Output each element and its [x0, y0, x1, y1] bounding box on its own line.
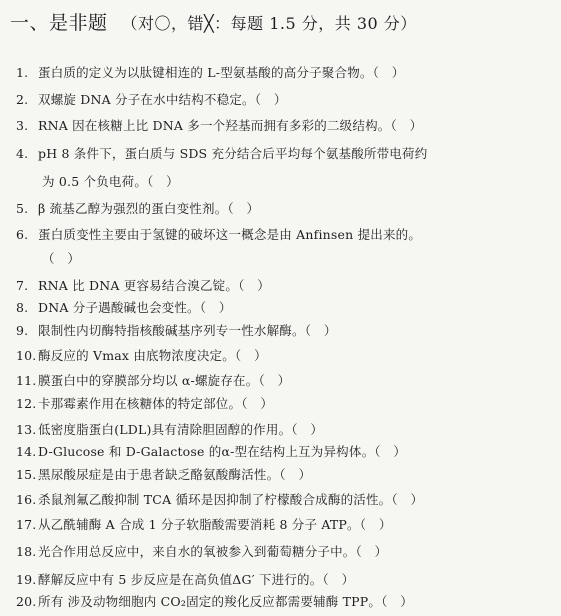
question-item [16, 398, 273, 411]
question-number: 17. [16, 517, 37, 532]
question-text: 酵解反应中有 5 步反应是在高负值ΔG′ 下进行的。（ ） [38, 572, 355, 587]
question-text: 光合作用总反应中，来自水的氧被参入到葡萄糖分子中。（ ） [38, 544, 388, 559]
question-number: 10. [16, 348, 37, 363]
question-text: 杀鼠剂氟乙酸抑制 TCA 循环是因抑制了柠檬酸合成酶的活性。（ ） [38, 492, 424, 507]
question-item [16, 94, 287, 107]
question-item [16, 280, 270, 293]
question-text: 黑尿酸尿症是由于患者缺乏酪氨酸酶活性。（ ） [38, 467, 312, 482]
question-number: 20. [16, 594, 37, 609]
question-text: 低密度脂蛋白(LDL)具有清除胆固醇的作用。（ ） [38, 422, 324, 437]
question-item [16, 494, 423, 507]
question-item [16, 596, 413, 609]
question-text: β 巯基乙醇为强烈的蛋白变性剂。（ ） [38, 201, 260, 216]
question-text: RNA 比 DNA 更容易结合溴乙锭。（ ） [38, 278, 270, 293]
question-number: 13. [16, 422, 37, 437]
question-text: 蛋白质的定义为以肽键相连的 L-型氨基酸的高分子聚合物。（ ） [38, 65, 405, 80]
question-text: pH 8 条件下，蛋白质与 SDS 充分结合后平均每个氨基酸所带电荷约 [38, 146, 428, 161]
question-number: 6. [16, 227, 29, 242]
question-text: 为 0.5 个负电荷。（ ） [42, 174, 179, 189]
question-text: 膜蛋白中的穿膜部分均以 α-螺旋存在。（ ） [38, 373, 291, 388]
section-heading [10, 8, 417, 35]
question-number: 8. [16, 300, 29, 315]
question-number: 19. [16, 572, 37, 587]
question-continuation [42, 176, 179, 189]
section-scoring-note: （对〇，错╳：每题 1.5 分，共 30 分） [121, 14, 417, 33]
question-number: 4. [16, 146, 29, 161]
question-item [16, 229, 421, 242]
question-item [16, 350, 267, 363]
question-text: DNA 分子遇酸碱也会变性。（ ） [38, 300, 232, 315]
question-number: 5. [16, 201, 29, 216]
question-text: D-Glucose 和 D-Galactose 的α-型在结构上互为异构体。（ ） [38, 444, 407, 459]
question-item [16, 148, 427, 161]
question-item [16, 546, 387, 559]
question-item [16, 67, 404, 80]
question-item [16, 446, 406, 459]
question-item [16, 469, 311, 482]
question-number: 16. [16, 492, 37, 507]
question-text: 酶反应的 Vmax 由底物浓度决定。（ ） [38, 348, 267, 363]
question-item [16, 375, 290, 388]
question-text: RNA 因在核糖上比 DNA 多一个羟基而拥有多彩的二级结构。（ ） [38, 118, 423, 133]
question-text: （ ） [42, 251, 81, 266]
question-text: 所有 涉及动物细胞内 CO₂固定的羧化反应都需要辅酶 TPP。（ ） [38, 594, 413, 609]
question-continuation [42, 253, 80, 266]
question-number: 7. [16, 278, 29, 293]
question-number: 15. [16, 467, 37, 482]
question-item [16, 120, 422, 133]
question-item [16, 574, 354, 587]
section-title: 一、是非题 [10, 12, 108, 34]
question-text: 从乙酰辅酶 A 合成 1 分子软脂酸需要消耗 8 分子 ATP。（ ） [38, 517, 392, 532]
question-number: 1. [16, 65, 29, 80]
question-number: 18. [16, 544, 37, 559]
question-number: 9. [16, 323, 29, 338]
question-number: 2. [16, 92, 29, 107]
question-number: 14. [16, 444, 37, 459]
question-number: 12. [16, 396, 37, 411]
question-number: 3. [16, 118, 29, 133]
question-text: 限制性内切酶特指核酸碱基序列专一性水解酶。（ ） [38, 323, 337, 338]
question-number: 11. [16, 373, 37, 388]
question-item [16, 203, 259, 216]
question-item [16, 302, 232, 315]
question-text: 卡那霉素作用在核糖体的特定部位。（ ） [38, 396, 274, 411]
question-text: 双螺旋 DNA 分子在水中结构不稳定。（ ） [38, 92, 287, 107]
question-text: 蛋白质变性主要由于氢键的破坏这一概念是由 Anfinsen 提出来的。 [38, 227, 422, 242]
question-item [16, 424, 323, 437]
question-item [16, 325, 337, 338]
question-item [16, 519, 392, 532]
